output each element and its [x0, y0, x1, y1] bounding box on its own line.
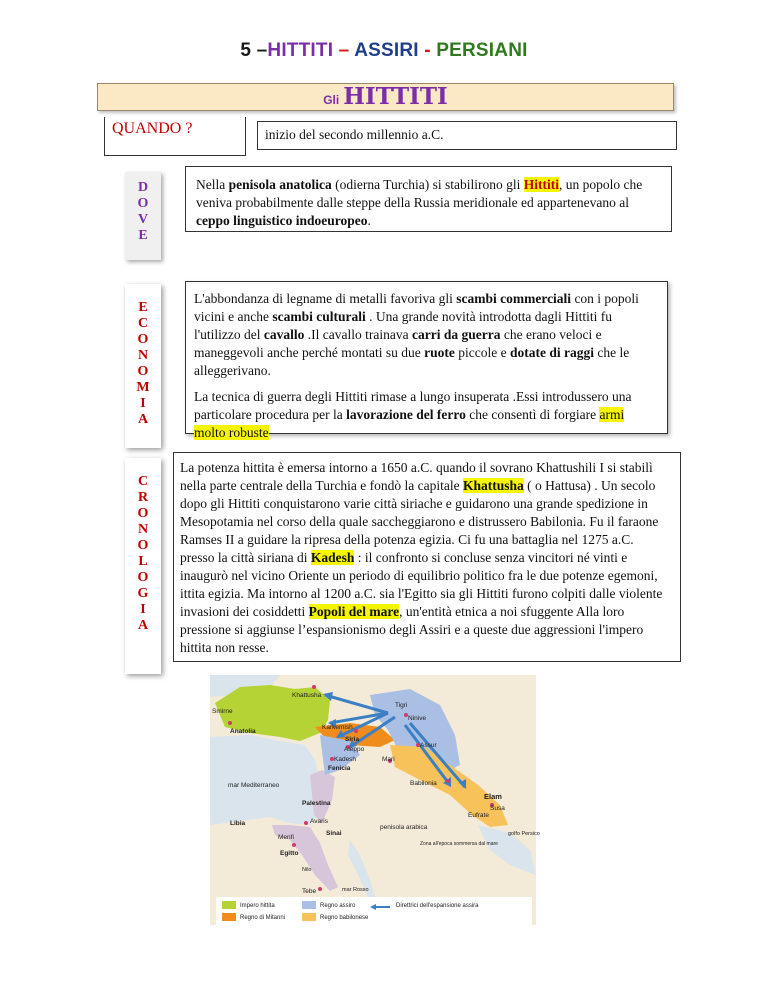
map-label: Sinai — [326, 830, 342, 837]
text: piccole e — [454, 345, 511, 360]
map-label: Fenicia — [328, 765, 351, 772]
bold-text: lavorazione del ferro — [346, 407, 466, 422]
side-letter: D — [137, 180, 149, 195]
bold-text: cavallo — [263, 327, 305, 342]
side-letter: E — [138, 228, 148, 243]
map-label: Tebe — [302, 888, 317, 895]
side-letter: M — [136, 380, 150, 395]
side-letter: C — [137, 316, 149, 331]
map-label: mar Mediterraneo — [228, 782, 280, 789]
bold-text: scambi commerciali — [456, 291, 572, 306]
dove-side-label — [125, 172, 161, 260]
dove-text-box — [185, 166, 672, 232]
text: L'abbondanza di legname di metalli favoriva gli — [194, 291, 457, 306]
map-label: Menfi — [278, 834, 294, 841]
title-sep-1: – — [333, 40, 355, 61]
map-label: Susa — [490, 805, 505, 812]
bold-text: carri da guerra — [412, 327, 501, 342]
side-letter: N — [137, 348, 149, 363]
map-label: Siria — [345, 736, 360, 743]
text: che le alleggerivano. — [194, 345, 630, 378]
side-letter: O — [137, 538, 149, 553]
legend-label: Impero hittita — [240, 903, 275, 909]
banner-title: HITTITI — [343, 83, 448, 110]
side-letter: V — [137, 212, 149, 227]
side-letter: O — [137, 196, 149, 211]
side-letter: I — [140, 396, 146, 411]
side-letter: O — [137, 364, 149, 379]
title-sep-2: - — [418, 40, 437, 61]
cronologia-side-label — [125, 458, 161, 674]
text: . Una grande novità introdotta dagli Hittiti fu l'utilizzo del — [194, 309, 613, 342]
map-label: Khattusha — [292, 692, 322, 699]
text: ( o Hattusa) . Un secolo dopo gli Hittiti conquistarono varie città siriache e guidarono una grande spedizione in Mesopotamia nel corso della quale saccheggiarono e distrussero Babilonia. Fu il faraone Ramses II a guidare la ripresa della potenza egizia. Ci fu una battaglia nel 1275 a.C. presso la città siriana di — [180, 478, 659, 565]
map-label: Tigri — [395, 702, 408, 709]
legend-label: Regno di Mitanni — [240, 915, 286, 921]
side-letter: E — [138, 300, 148, 315]
map-label: Babilonia — [410, 780, 437, 787]
map-label: Kadesh — [334, 756, 357, 763]
map-label: Aleppo — [344, 746, 365, 753]
text: Nella — [196, 177, 229, 192]
page-title — [0, 40, 768, 62]
side-letter: A — [137, 412, 149, 427]
title-number: 5 – — [240, 40, 268, 61]
side-letter: O — [137, 332, 149, 347]
banner-gli: Gli — [323, 93, 340, 107]
bold-text: ceppo linguistico indoeuropeo — [196, 213, 368, 228]
map-label: Karkemish — [322, 724, 353, 731]
side-letter: N — [137, 522, 149, 537]
map-label: Avaris — [310, 818, 328, 825]
text: , un popolo che veniva probabilmente dalle steppe della Russia meridionale ed appartenevano al — [196, 177, 643, 210]
map-label: Zona all'epoca sommersa dal mare — [420, 841, 498, 847]
map-label: mar Rosso — [342, 887, 369, 893]
historical-map — [210, 675, 540, 925]
highlight-text: armi molto robuste — [194, 407, 625, 440]
text: (odierna Turchia) si stabilirono gli — [331, 177, 524, 192]
text: .Il cavallo trainava — [304, 327, 412, 342]
map-label: Libia — [230, 820, 246, 827]
highlight-text: Hittiti — [523, 177, 559, 192]
quando-label: QUANDO ? — [112, 120, 193, 137]
text: che erano veloci e maneggevoli anche perché montati su due — [194, 327, 602, 360]
map-label: Mari — [382, 756, 395, 763]
economia-side-label — [125, 284, 161, 448]
bold-text: ruote — [424, 345, 455, 360]
map-label: Smirne — [212, 708, 233, 715]
side-letter: A — [137, 618, 149, 633]
side-letter: O — [137, 506, 149, 521]
section-banner — [97, 83, 674, 111]
map-label: Assur — [420, 742, 437, 749]
text: La tecnica di guerra degli Hittiti rimase a lungo insuperata .Essi introdussero una particolare procedura per la — [194, 389, 632, 422]
map-label: Ninive — [408, 715, 427, 722]
cronologia-text-box — [173, 452, 681, 662]
text: , un'entità etnica a noi sfuggente Alla loro pressione si aggiunse l’espansionismo degli Assiri e a queste due aggressioni l'impero hittita non resse. — [180, 604, 644, 655]
side-letter: G — [137, 586, 149, 601]
text: : il confronto si concluse senza vincitori né vinti e inaugurò nel vicino Oriente un periodo di equilibrio politico fra le due potenze egemoni, ittita egizia. Ma intorno al 1200 a.C. sia l'Egitto sia gli Hittiti furono colpiti dalle violente invasioni dei cosiddetti — [180, 550, 663, 619]
legend-label: Regno assiro — [320, 903, 356, 909]
map-label: Eufrate — [468, 812, 489, 819]
text: con i popoli vicini e anche — [194, 291, 639, 324]
bold-text: dotate di raggi — [510, 345, 595, 360]
bold-text: penisola anatolica — [228, 177, 332, 192]
highlight-text: Popoli del mare — [308, 604, 400, 619]
quando-value: inizio del secondo millennio a.C. — [265, 127, 444, 142]
map-label: Elam — [484, 792, 502, 801]
map-label: golfo Persico — [508, 831, 540, 837]
title-hittiti: HITTITI — [267, 40, 334, 61]
highlight-text: Kadesh — [310, 550, 355, 565]
highlight-text: Khattusha — [463, 478, 524, 493]
map-label: Nilo — [302, 867, 312, 873]
title-persiani: PERSIANI — [436, 40, 528, 61]
legend-label: Regno babilonese — [320, 915, 369, 921]
dove-paragraph — [196, 176, 659, 230]
legend-label: Direttrici dell'espansione assira — [396, 903, 479, 909]
cronologia-paragraph — [180, 459, 670, 657]
map-label: Egitto — [280, 850, 299, 857]
text: . — [367, 213, 371, 228]
economia-text-box — [185, 281, 668, 440]
side-letter: L — [138, 554, 148, 569]
map-label: penisola arabica — [380, 824, 428, 831]
economia-paragraph-2 — [194, 388, 655, 442]
side-letter: C — [137, 474, 149, 489]
side-letter: R — [137, 490, 149, 505]
text: La potenza hittita è emersa intorno a 1650 a.C. quando il sovrano Khattushili I si stabilì nella parte centrale della Turchia e fondò la capitale — [180, 460, 653, 493]
bold-text: scambi culturali — [272, 309, 366, 324]
title-assiri: ASSIRI — [354, 40, 419, 61]
map-label: Palestina — [302, 800, 331, 807]
side-letter: I — [140, 602, 146, 617]
map-label: Anatolia — [230, 728, 256, 735]
side-letter: O — [137, 570, 149, 585]
economia-paragraph-1 — [194, 290, 655, 380]
text: che consentì di forgiare — [465, 407, 600, 422]
